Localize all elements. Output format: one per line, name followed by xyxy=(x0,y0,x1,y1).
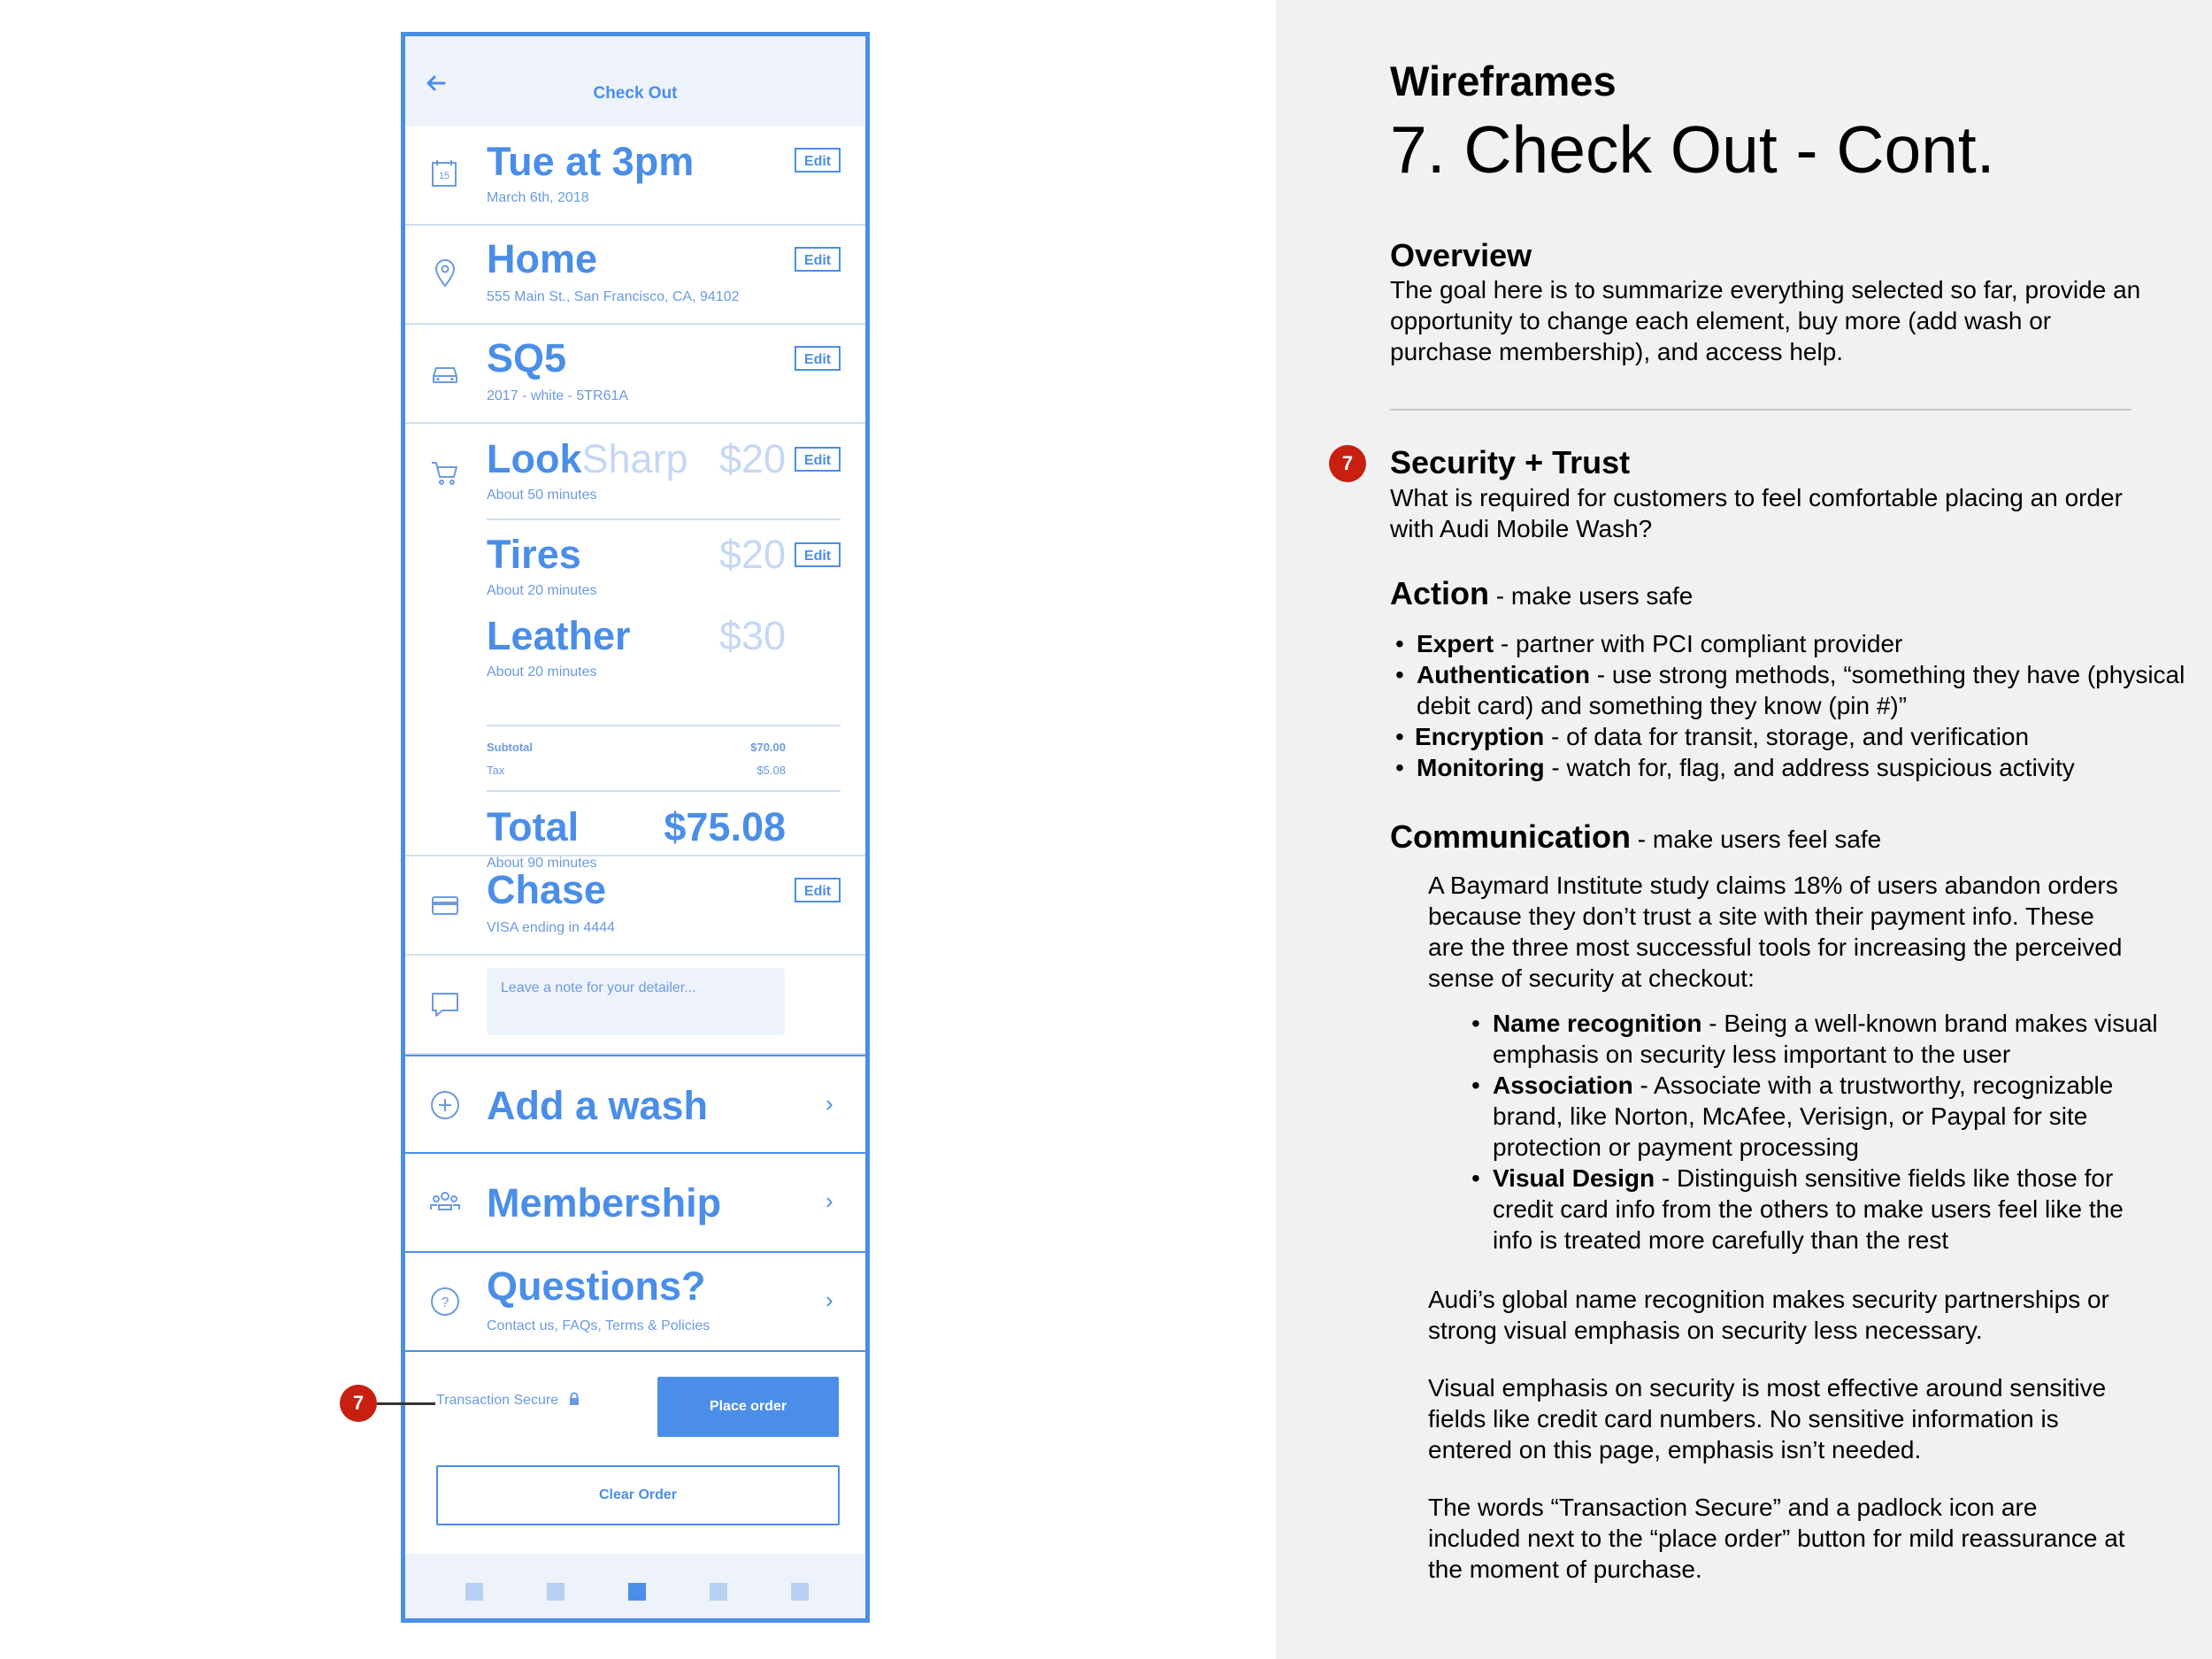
location-row[interactable] xyxy=(405,226,865,325)
action-tail: - make users safe xyxy=(1489,582,1694,610)
question-circle-icon xyxy=(428,1285,462,1318)
edit-service-button[interactable]: Edit xyxy=(795,447,841,472)
list-item: • Association - Associate with a trustworthy, recognizable brand, like Norton, McAfee, Verisign, or Paypal for site protection or payment processing xyxy=(1466,1070,2165,1163)
service-duration: About 20 minutes xyxy=(487,664,597,680)
car-icon xyxy=(428,357,462,390)
security-text: What is required for customers to feel comfortable placing an order with Audi Mobile Wash? xyxy=(1390,484,2123,542)
service-duration: About 20 minutes xyxy=(487,583,597,598)
callout-connector xyxy=(377,1402,435,1405)
speech-bubble-icon xyxy=(428,987,462,1021)
overview-heading: Overview xyxy=(1390,237,1532,273)
chevron-right-icon: › xyxy=(826,1286,833,1313)
tax-value: $5.08 xyxy=(757,764,786,777)
overview-text: The goal here is to summarize everything selected so far, provide an opportunity to change each element, buy more (add wash or purchase membership), and access help. xyxy=(1390,276,2141,365)
credit-card-icon xyxy=(428,888,462,922)
service-name: Leather xyxy=(487,613,631,658)
datetime-row[interactable] xyxy=(405,127,865,226)
action-heading-line xyxy=(1390,575,1693,612)
tax-label: Tax xyxy=(487,764,505,777)
vehicle-title: SQ5 xyxy=(487,335,567,380)
transaction-secure-label: Transaction Secure xyxy=(436,1392,580,1409)
list-item: • Monitoring - watch for, flag, and address suspicious activity xyxy=(1390,752,2186,783)
service-price: $20 xyxy=(719,532,787,577)
order-summary xyxy=(405,424,865,871)
location-address: 555 Main St., San Francisco, CA, 94102 xyxy=(487,289,740,304)
communication-list xyxy=(1466,1008,2165,1256)
calendar-icon xyxy=(428,157,462,190)
nav-dot-active[interactable] xyxy=(628,1583,646,1601)
callout-marker: 7 xyxy=(1329,445,1366,482)
edit-service-button[interactable]: Edit xyxy=(795,542,841,567)
list-item: • Expert - partner with PCI compliant provider xyxy=(1390,628,2186,659)
service-name: Tires xyxy=(487,532,581,577)
payment-row[interactable] xyxy=(405,856,865,956)
communication-heading-line xyxy=(1390,818,1881,856)
list-item: • Authentication - use strong methods, “something they have (physical debit card) and something they know (pin #)” xyxy=(1390,659,2186,721)
people-icon xyxy=(428,1186,462,1219)
nav-dot[interactable] xyxy=(710,1583,727,1601)
phone-wireframe xyxy=(401,32,870,1623)
datetime-date: March 6th, 2018 xyxy=(487,190,589,205)
security-heading: Security + Trust xyxy=(1390,444,1631,480)
service-price: $30 xyxy=(719,613,787,658)
divider xyxy=(487,790,841,792)
bottom-nav xyxy=(405,1554,865,1623)
subtotal-label: Subtotal xyxy=(487,741,533,754)
chevron-right-icon: › xyxy=(826,1187,833,1214)
checkout-header xyxy=(405,36,865,127)
edit-location-button[interactable]: Edit xyxy=(795,247,841,272)
questions-sub: Contact us, FAQs, Terms & Policies xyxy=(487,1318,710,1333)
service-item xyxy=(405,601,865,682)
membership-title: Membership xyxy=(487,1180,722,1225)
total-value: $75.08 xyxy=(664,804,786,849)
note-row xyxy=(405,956,865,1055)
action-heading: Action xyxy=(1390,575,1489,611)
action-list xyxy=(1390,628,2186,783)
callout-marker: 7 xyxy=(340,1385,377,1422)
payment-card: VISA ending in 4444 xyxy=(487,920,616,935)
total-label: Total xyxy=(487,804,580,849)
divider xyxy=(487,725,841,726)
divider xyxy=(1390,409,2131,411)
service-name: LookSharp xyxy=(487,436,688,481)
nav-dot[interactable] xyxy=(791,1583,809,1601)
page-title: Check Out xyxy=(593,84,678,103)
note-placeholder: Leave a note for your detailer... xyxy=(501,980,696,995)
chevron-right-icon: › xyxy=(826,1090,833,1117)
total-duration: About 90 minutes xyxy=(487,856,597,871)
service-price: $20 xyxy=(719,436,787,481)
subtotal-value: $70.00 xyxy=(750,741,786,754)
payment-title: Chase xyxy=(487,867,607,912)
questions-title: Questions? xyxy=(487,1263,706,1309)
service-item xyxy=(405,424,865,519)
nav-dot[interactable] xyxy=(547,1583,565,1601)
svg-text:?: ? xyxy=(441,1295,449,1310)
list-item: • Name recognition - Being a well-known brand makes visual emphasis on security less important to the user xyxy=(1466,1008,2165,1070)
note-input[interactable] xyxy=(487,968,785,1035)
paragraph-transaction-secure: The words “Transaction Secure” and a padlock icon are included next to the “place order” button for mild reassurance at the moment of purchase. xyxy=(1428,1494,2125,1583)
add-wash-link[interactable] xyxy=(405,1055,865,1154)
plus-circle-icon xyxy=(428,1088,462,1122)
communication-intro: A Baymard Institute study claims 18% of users abandon orders because they don’t trust a site with their payment info. These are the three most successful tools for increasing the perceived sense of security at checkout: xyxy=(1428,872,2123,992)
datetime-title: Tue at 3pm xyxy=(487,139,695,184)
communication-heading: Communication xyxy=(1390,818,1632,855)
annotation-panel xyxy=(1276,0,2212,1659)
communication-tail: - make users feel safe xyxy=(1631,826,1882,853)
add-wash-title: Add a wash xyxy=(487,1083,709,1128)
page-heading: 7. Check Out - Cont. xyxy=(1390,112,1995,187)
location-title: Home xyxy=(487,236,598,281)
lock-icon xyxy=(568,1392,580,1406)
list-item: • Visual Design - Distinguish sensitive fields like those for credit card info from the others to make users feel like the info is treated more carefully than the rest xyxy=(1466,1163,2165,1256)
vehicle-row[interactable] xyxy=(405,325,865,424)
edit-vehicle-button[interactable]: Edit xyxy=(795,346,841,371)
clear-order-button[interactable]: Clear Order xyxy=(436,1465,840,1525)
service-item xyxy=(405,519,865,603)
paragraph-visual-emphasis: Visual emphasis on security is most effective around sensitive fields like credit card numbers. No sensitive information is entered on this page, emphasis isn’t needed. xyxy=(1428,1374,2107,1463)
edit-payment-button[interactable]: Edit xyxy=(795,878,841,902)
section-label: Wireframes xyxy=(1390,58,1617,104)
service-duration: About 50 minutes xyxy=(487,488,597,503)
location-pin-icon xyxy=(428,256,462,289)
nav-dot[interactable] xyxy=(465,1583,483,1601)
questions-link[interactable] xyxy=(405,1253,865,1352)
svg-text:15: 15 xyxy=(438,171,450,181)
vehicle-details: 2017 - white - 5TR61A xyxy=(487,388,629,403)
membership-link[interactable] xyxy=(405,1154,865,1253)
list-item: • Encryption - of data for transit, storage, and verification xyxy=(1390,721,2186,752)
paragraph-name-recognition: Audi’s global name recognition makes security partnerships or strong visual emphasis on security less necessary. xyxy=(1428,1286,2109,1344)
edit-datetime-button[interactable]: Edit xyxy=(795,148,841,173)
place-order-button[interactable]: Place order xyxy=(657,1377,839,1437)
